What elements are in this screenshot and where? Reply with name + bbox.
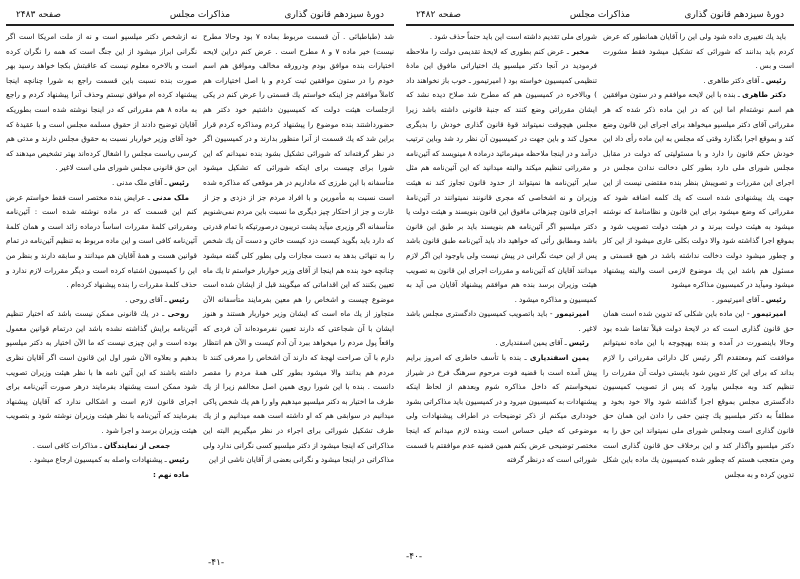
- paragraph: [603, 88, 794, 292]
- speaker-name: دکتر طاهری: [742, 90, 786, 100]
- publication-title: مذاکرات مجلس: [169, 10, 231, 20]
- paragraph: [603, 293, 794, 308]
- running-header: [406, 8, 794, 24]
- speaker-name: ماده نهم :: [153, 469, 189, 479]
- text-column-right: [603, 30, 794, 482]
- speech-text: ـ در یك قانونی ممکن نیست باشد که اختیار تنظیم آئین‌نامه برایش گذاشته نشده باشد این درتمام قوانین معمول بوده است و این چیزی نیست که ما الآن اختیار به دکتر میلسپو بدهیم و بعلاوه الآن شور اول این قانون است اگر آقایان نظری داشته باشند که این آئین نامه ها با نظر هیئت وزیران تصویب شود ممکن است پیشنهاد بفرمایند درهر صورت آئین‌نامه برای اجرای قانون لازم است و اشکالی ندارد که آقایان پیشنهاد بفرمایند که آئین‌نامه با نظر هیئت وزیران نوشته شود و بتصویب هیئت وزیران برسد و اجرا شود .: [6, 309, 197, 436]
- speaker-name: روحی: [167, 309, 189, 319]
- speech-text: باید یك تغییری داده شود ولی این را آقایان همانطور که عرض کردم باید بدانند که شورائی که تشکیل میشود فقط مشورت است و بس .: [603, 32, 794, 71]
- speaker-name: مخبر: [571, 46, 589, 56]
- publication-title: مذاکرات مجلس: [569, 10, 631, 20]
- page-folio: -۴۱-: [208, 558, 225, 568]
- text-column-left: [406, 30, 597, 468]
- paragraph: [6, 176, 197, 191]
- paragraph: [6, 30, 197, 176]
- paragraph: [6, 439, 197, 454]
- paragraph: [406, 30, 597, 45]
- speech-text: ـ بنده با این لایحه موافقم و در ستون موافقین هم اسم نوشته‌ام اما این که در این ماده ذکر شده که هر مقرراتی آقای دکتر میلسپو میخواهد برای اجرای این قانون وضع کند و بموقع اجرا بگذارد وقتی که مجلس به این ماده رأی داد این خودش حکم قانون را دارد و با مسئولیتی که دولت در مقابل مجلس شورای ملی دارد بطور کلی دخالت ندادن مجلس در اجرای این مقررات و تصویبش بنظر بنده مقتضی نیست از این جهت یك پیشنهادی شده است که یك کلمه اضافه شود که مقرراتی که وضع میشود برای این قانون و نظامنامهٔ که نوشته میشود به هیئت دولت ببرند و در هیئت دولت تصویب شود و بموقع اجرا گذاشته شود والا دولت بکلی عاری میشود از این کار و چطور میشود دولت دخالت نداشته باشد در هیچ قسمتی و مسئول هم باشد این یك موضوع لازمی است والبته پیشنهاد میشود ومیآید در کمیسیون مذاکره میشود: [603, 90, 794, 290]
- speaker-name: رئیس: [168, 455, 189, 465]
- speech-text: ـ بنده با تأسف خاطری که امروز برایم پیش آمده است با قضیه فوت مرحوم سرهنگ فرخ در شیراز نمیخواستم که داخل مذاکره شوم وبعدهم از لحاظ اینکه پیشنهادات به کمیسیون میرود و در کمیسیون باید مذاکراتی بشود خودداری میکنم از ذکر توضیحات در اطراف پیشنهادات ولی موضوعی که خیلی حساس است وبنده لازم میدانم که اینجا مختصر توضیحی عرض بکنم همین قضیه عدم موافقتم با قسمت شورائی است که درنظر گرفته: [406, 353, 597, 465]
- header-rule: [6, 24, 394, 26]
- paragraph: [203, 30, 394, 468]
- text-column-left: [6, 30, 197, 482]
- speech-text: شد (طباطبائی . آن قسمت مربوط بماده ۷ بود وحالا مطرح نیست) خیر ماده ۷ و ۸ مطرح است . عرض کنم دراین لایحه اختیارات بنده موافق بودم ودرورقه مخالف وموافق هم اسم خودم را در ستون موافقین ثبت کردم و با اصل اختیارات هم کاملاً موافقم جز اینکه خواستم یك قسمتی را عرض کنم در یکی ازجلسات هیئت دولت که کمیسیون داشتیم خود دکتر هم حضورداشتند بنده موضوع را پیشنهاد کردم ومذاکره کردم قرار براین شد که یك قسمت از آنرا منظور بدارند و در کمیسیون اگر در نظر گرفته‌اند که شورائی تشکیل بشود بنده نمیدانم که این شورا برای چیست برای اینکه شورائی که تشکیل میشود متأسفانه با این طرزی که ماداریم در هر موقعی که مذاکره شده است نسبت به مأمورین و با افراد مردم جز از دزدی و جز از غارت و جز از احتکار چیز دیگری ما نسبت باین مردم نمی‌شنویم متأسفانه اگر وزیری میآید پشت تریبون درصورتیکه با تمام قدرتی که دارد باید بگوید کیست دزد کیست خائن و دست آن یك شخص را به تنهائی بدهد به دست مجازات ولی بطور کلی گفته میشود چنانچه خود بنده هم اینجا از آقای وزیر خواربار خواستم تا یك ماه تعیین بکنند که این اقداماتی که میگویند قبل از ایشان شده است موضوع چیست و اشخاص را هم معین بفرمایند متأسفانه الآن متجاوز از یك ماه است که ایشان وزیر خواربار هستند و هنوز ایشان با آن شجاعتی که دارند تعیین نفرموده‌اند آن فردی که واقعاً پول مردم را میخواهد ببرد آن آدم کیست و الآن هم انتظار دارم با آن صراحت لهجهٔ که دارند آن اشخاص را معرفی کنند تا مردم هم بدانند والا میشود بطور کلی همهٔ مردم را مقصر دانست . بنده با این شورا روی همین اصل مخالفم زیرا از یك طرف ما اختیار به دکتر میلسپو میدهیم واو را هم یك شخص پاکی میدانیم در سوابقی هم که او داشته است همه میدانیم و از یك طرف تشکیل شورائی برای اجراء در نظر میگیریم البته این مذاکراتی که اینجا میشود از دکتر میلسپو کسی نگرانی ندارد ولی مذاکراتی در اینجا میشود و نگرانی بعضی از آقایان ناشی از این: [203, 32, 395, 465]
- speech-text: - این ماده باین شکلی که تدوین شده است همان حق قانون گذاری است که در لایحهٔ دولت قبلاً تقاضا شده بود وحالا باینصورت در آمده و بنده بهیچوجه با این ماده نمیتوانم موافقت کنم ومعتقدم اگر رئیس کل دارائی مقرراتی را لازم بداند که برای این کار تدوین شود بایستی دولت آن مقررات را تنظیم کند وبه مجلس بیاورد که پس از تصویب کمیسیون دادگستری مجلس بموقع اجرا گذاشته شود والا خود بخود و مطلقاً به دکتر میلسپو یك چنین حقی را دادن این همان حق قانون گذاری است ومجلس شورای ملی نمیتواند این حق را به دکتر میلسپو واگذار کند و این برخلاف حق قانون گذاری است ومن متعجب هستم که چطور شده کمیسیون یك ماده باین شکل تدوین کرده و به مجلس: [603, 309, 794, 479]
- speaker-name: ملک مدنی: [152, 192, 189, 202]
- session-label: دورهٔ سیزدهم قانون گذاری: [684, 10, 784, 20]
- speaker-name: رئیس: [765, 294, 786, 304]
- paragraph: [603, 307, 794, 482]
- speech-text: - باید باتصویب کمیسیون دادگستری مجلس باشد لاغیر .: [406, 309, 597, 333]
- speaker-name: رئیس: [168, 294, 189, 304]
- speaker-name: رئیس: [168, 177, 189, 187]
- speech-text: ـ آقای امیرتیمور .: [711, 294, 766, 304]
- header-rule: [406, 24, 794, 26]
- paragraph: [6, 293, 197, 308]
- paragraph: [6, 468, 197, 483]
- paragraph: [603, 74, 794, 89]
- paragraph: [6, 191, 197, 293]
- speech-text: ـ آقای دکتر طاهری .: [703, 75, 766, 85]
- speech-text: ـ پیشنهادات واصله به کمیسیون ارجاع میشود .: [29, 455, 169, 465]
- speech-text: شورای ملی تقدیم داشته است این باید حتماً حذف شود .: [429, 32, 597, 41]
- paragraph: [406, 336, 597, 351]
- speaker-name: رئیس: [765, 75, 786, 85]
- page-number-label: صفحه ۲۴۸۲: [416, 10, 462, 20]
- paragraph: [603, 30, 794, 74]
- paragraph: [406, 351, 597, 468]
- session-label: دورهٔ سیزدهم قانون گذاری: [284, 10, 384, 20]
- speaker-name: امیرتیمور: [555, 309, 589, 319]
- page-number-label: صفحه ۲۴۸۳: [16, 10, 62, 20]
- speaker-name: امیرتیمور: [752, 309, 786, 319]
- speech-text: ـ آقای روحی .: [125, 294, 169, 304]
- paragraph: [406, 45, 597, 308]
- paragraph: [6, 453, 197, 468]
- speaker-name: یمین اسفندیاری: [529, 353, 589, 363]
- speech-text: ـ عرایض بنده مختصر است فقط خواستم عرض کنم این قسمت که در ماده نوشته شده است : آئین‌نامه ومقرراتی کلمهٔ مقررات اساساً درماده زائد است و همان کلمهٔ آئین‌نامه کافی است و این ماده مربوط به تنظیم آئین‌نامه در تمام قوانین هست و همهٔ آقایان هم میدانند و سابقه دارند و بنظر من این را کمیسیون اشتباه کرده است و دیگر مقررات لازم ندارد و حذف کلمهٔ مقررات را بنده پیشنهاد کرده‌ام .: [6, 192, 197, 290]
- running-header: [6, 8, 394, 24]
- page-folio: -۴۰-: [406, 552, 423, 562]
- speech-text: ـ آقای یمین اسفندیاری .: [495, 338, 569, 348]
- paragraph: [406, 307, 597, 336]
- speaker-name: جمعی از نمایندگان: [103, 440, 171, 450]
- speech-text: نه ازشخص دکتر میلسپو است و نه از ملت امریکا است اگر نگرانی ابراز میشود از این جنگ است که همه را نگران کرده است و بالاخره معلوم نیست که عاقبتش بکجا خواهد رسید بهر صورت بنده نسبت باین قسمت راجع به شورا چنانچه اینجا پیشنهاد کرده ام موافق نیستم وحذف آنرا پیشنهاد کردم و راجع به ماده ۸ هم مقرراتی که در اینجا نوشته شده است بطوریکه آقایان توضیح دادند از حقوق مسلمه مجلس است و با عقیدهٔ که خود آقای وزیر خواربار نسبت به حقوق مجلس دارند و مدتی هم کرسی ریاست مجلس را اشغال کرده‌اند بهتر تشخیص میدهند که این حق قانونی مجلس شورای ملی است لاغیر .: [6, 32, 197, 173]
- speech-text: ـ آقای ملک مدنی .: [112, 177, 169, 187]
- paragraph: [6, 307, 197, 438]
- speech-text: ـ عرض کنم بطوری که لایحهٔ تقدیمی دولت را ملاحظه فرمودید در آنجا دکتر میلسپو یك اختیاراتی مافوق این مادهٔ تنظیمی کمیسیون خواسته بود ( امیرتیمور ـ خوب باز نخواهند داد ) وبالاخره در کمیسیون هم که مطرح شد صلاح دیده نشد که ایشان مقرراتی وضع کنند که جنبهٔ قانونی داشته باشد زیرا مجلس هیچوقت نمیتواند قوهٔ قانون گذاری خودش را بدیگری محول کند و باین جهت در کمیسیون آن نظر رد شد وباین ترتیب درآمد و در اینجا ملاحظه میفرمائید درماده ۸ مینویسد که آئین‌نامه و مقرراتی تنظیم میکند والبته میدانید که این آئین‌نامه هم مثل سایر آئین‌نامه ها نمیتواند از حدود قانون تجاوز کند نه هیئت وزیران و نه اشخاصی که مجری قانونند نمیتوانند در آئین‌نامهٔ اجرای قانون چیزهائی مافوق این قانون بنویسند و هیئت دولت یا دکتر میلسپو اگر آئین‌نامه هم بنویسند باید بر طبق این قانون باشد ومطابق رأئی که خواهید داد باید آئین‌نامه طبق قانون باشد پس از این حیث نگرانی در پیش نیست ولی باوجود این اگر لازم میدانند آقایان که آئین‌نامه و مقررات اجرای این قانون به تصویب هیئت وزیران برسد بنده هم موافقم پیشنهاد آقایان می آید به کمیسیون و مذاکره میشود .: [406, 46, 597, 304]
- speech-text: ـ مذاکرات کافی است .: [32, 440, 104, 450]
- text-column-right: [203, 30, 394, 468]
- speaker-name: رئیس: [568, 338, 589, 348]
